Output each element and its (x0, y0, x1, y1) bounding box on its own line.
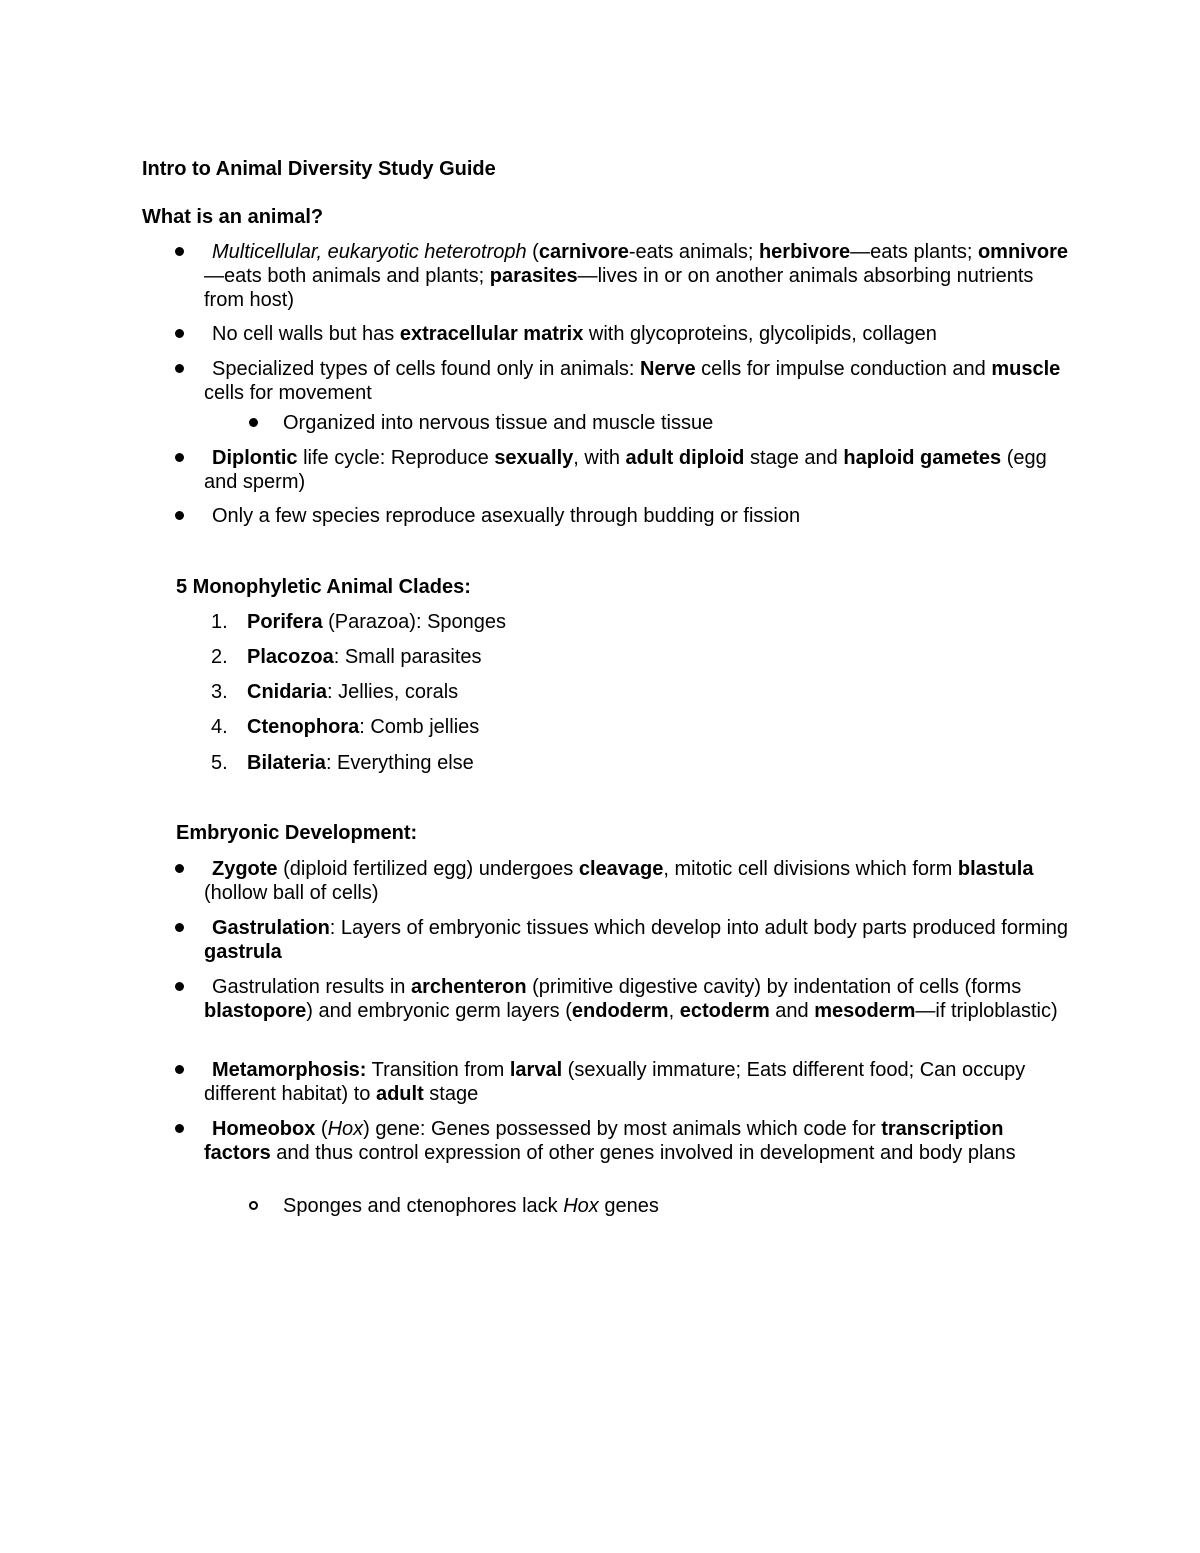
inline-text: Specialized types of cells found only in animals: (212, 358, 641, 380)
list-item: Only a few species reproduce asexually through budding or fission (212, 505, 801, 527)
list-item (204, 357, 1074, 405)
inline-text: : Small parasites (333, 646, 482, 668)
list-number: 3. (211, 681, 228, 703)
list-item (204, 916, 1074, 964)
hollow-bullet-icon (249, 1201, 258, 1210)
inline-bold: extracellular matrix (399, 323, 584, 345)
inline-text: stage and (744, 447, 844, 469)
bullet-icon (175, 364, 184, 373)
list-item (204, 240, 1074, 312)
inline-bold: parasites (489, 265, 578, 287)
section-heading-clades: 5 Monophyletic Animal Clades: (176, 576, 471, 598)
section-heading-embryonic: Embryonic Development: (176, 822, 418, 844)
inline-bold: carnivore (538, 241, 629, 263)
inline-text: ) gene: Genes possessed by most animals which code for (363, 1118, 882, 1140)
inline-bold: adult (375, 1083, 424, 1105)
bullet-icon (175, 1124, 184, 1133)
inline-bold: sexually (494, 447, 574, 469)
inline-text: —eats plants; (850, 241, 978, 263)
inline-text: with glycoproteins, glycolipids, collagen (583, 323, 937, 345)
inline-bold: herbivore (758, 241, 851, 263)
inline-text: , with (573, 447, 626, 469)
inline-text: (hollow ball of cells) (204, 882, 379, 904)
bullet-icon (175, 1065, 184, 1074)
inline-text: cells for movement (204, 382, 372, 404)
inline-bold: omnivore (977, 241, 1068, 263)
inline-text: Transition from (366, 1059, 510, 1081)
inline-text: stage (423, 1083, 479, 1105)
inline-bold: muscle (991, 358, 1061, 380)
inline-bold: Diplontic (212, 447, 298, 469)
inline-text: ( (315, 1118, 328, 1140)
inline-bold: gastrula (204, 941, 282, 963)
list-item (204, 446, 1074, 494)
sub-list-item (283, 1194, 1083, 1218)
inline-bold: cleavage (578, 858, 664, 880)
inline-bold: Metamorphosis: (212, 1059, 367, 1081)
bullet-icon (249, 418, 258, 427)
list-number: 2. (211, 646, 228, 668)
inline-text: (sexually immature; Eats different food; Can occupy different habitat) to (204, 1059, 1026, 1105)
inline-text: (egg and sperm) (204, 447, 1047, 493)
inline-text: —if triploblastic) (915, 1000, 1058, 1022)
list-item (204, 975, 1074, 1023)
clade-name: Placozoa (247, 646, 334, 668)
inline-bold: larval (509, 1059, 563, 1081)
inline-bold: blastopore (204, 1000, 307, 1022)
clade-name: Cnidaria (247, 681, 328, 703)
inline-text: Gastrulation results in (212, 976, 411, 998)
list-item (204, 322, 1074, 346)
list-item (204, 1117, 1074, 1165)
inline-text: ( (526, 241, 539, 263)
inline-text: : Everything else (325, 752, 474, 774)
inline-text: —lives in or on another animals absorbing nutrients from host) (204, 265, 1034, 311)
document-title: Intro to Animal Diversity Study Guide (142, 158, 496, 180)
bullet-icon (175, 923, 184, 932)
inline-bold: archenteron (410, 976, 527, 998)
inline-text: and (769, 1000, 815, 1022)
bullet-icon (175, 864, 184, 873)
list-number: 5. (211, 752, 228, 774)
list-item (247, 645, 482, 669)
inline-bold: Zygote (212, 858, 278, 880)
inline-text: life cycle: Reproduce (297, 447, 495, 469)
list-item (247, 751, 474, 775)
inline-bold: mesoderm (814, 1000, 916, 1022)
inline-bold: haploid gametes (843, 447, 1002, 469)
inline-text: (diploid fertilized egg) undergoes (277, 858, 579, 880)
clade-name: Bilateria (247, 752, 326, 774)
inline-text: and thus control expression of other genes involved in development and body plans (270, 1142, 1016, 1164)
inline-text: , (668, 1000, 680, 1022)
list-item (247, 680, 458, 704)
inline-text: Sponges and ctenophores lack (283, 1195, 564, 1217)
list-item (247, 610, 506, 634)
inline-bold: Nerve (640, 358, 696, 380)
inline-bold: blastula (957, 858, 1034, 880)
inline-bold: Homeobox (212, 1118, 316, 1140)
list-item (204, 857, 1074, 905)
inline-bold: adult diploid (625, 447, 745, 469)
inline-bold: Gastrulation (212, 917, 330, 939)
bullet-icon (175, 511, 184, 520)
list-number: 1. (211, 611, 228, 633)
list-item (204, 1058, 1074, 1106)
inline-italic: Hox (327, 1118, 364, 1140)
inline-bold: ectoderm (679, 1000, 770, 1022)
clade-name: Ctenophora (247, 716, 360, 738)
inline-text: : Jellies, corals (327, 681, 459, 703)
inline-text: -eats animals; (628, 241, 759, 263)
bullet-icon (175, 982, 184, 991)
bullet-icon (175, 329, 184, 338)
inline-text: , mitotic cell divisions which form (663, 858, 958, 880)
bullet-icon (175, 453, 184, 462)
inline-text: (Parazoa): Sponges (322, 611, 507, 633)
inline-text: genes (598, 1195, 659, 1217)
section-heading-what-is-animal: What is an animal? (142, 206, 324, 228)
inline-italic: Hox (563, 1195, 599, 1217)
inline-bold: transcription factors (204, 1118, 1004, 1164)
inline-text: cells for impulse conduction and (695, 358, 992, 380)
inline-italic: Multicellular, eukaryotic heterotroph (212, 241, 527, 263)
inline-bold: endoderm (571, 1000, 669, 1022)
inline-text: (primitive digestive cavity) by indentation of cells (forms (526, 976, 1022, 998)
inline-text: No cell walls but has (212, 323, 400, 345)
list-item (247, 715, 479, 739)
list-number: 4. (211, 716, 228, 738)
inline-text: —eats both animals and plants; (204, 265, 490, 287)
inline-text: : Comb jellies (359, 716, 480, 738)
inline-text: : Layers of embryonic tissues which develop into adult body parts produced forming (329, 917, 1068, 939)
clade-name: Porifera (247, 611, 323, 633)
sub-list-item: Organized into nervous tissue and muscle tissue (283, 412, 714, 434)
bullet-icon (175, 247, 184, 256)
inline-text: ) and embryonic germ layers ( (306, 1000, 572, 1022)
